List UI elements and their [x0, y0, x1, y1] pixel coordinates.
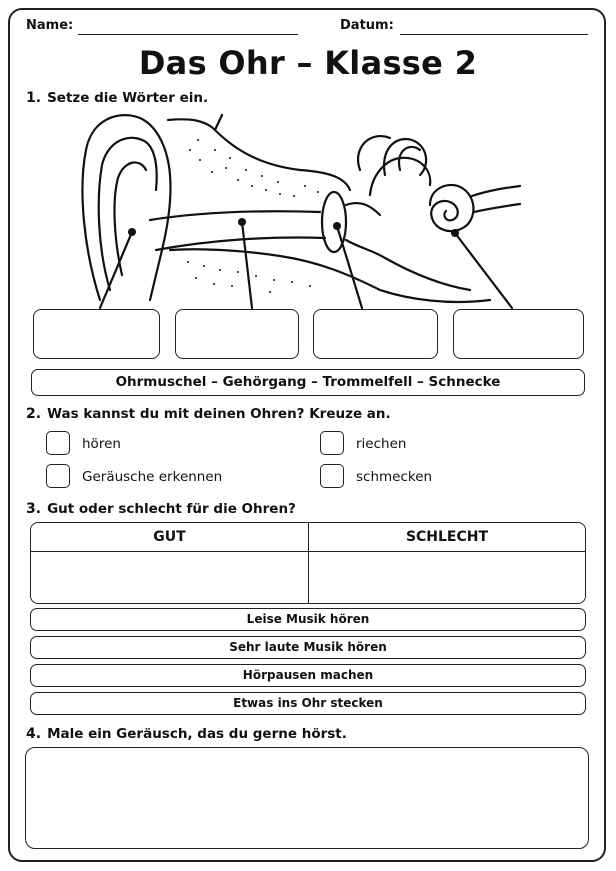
checkbox-hoeren[interactable] [46, 431, 70, 455]
drawing-area[interactable] [25, 747, 589, 849]
task4-prompt: Male ein Geräusch, das du gerne hörst. [47, 726, 347, 742]
table-divider-vertical [308, 523, 309, 603]
task1-prompt: Setze die Wörter ein. [47, 90, 209, 106]
answer-box-4[interactable] [453, 309, 584, 359]
checkbox-geraeusche[interactable] [46, 464, 70, 488]
sort-item-2[interactable]: Sehr laute Musik hören [30, 636, 586, 659]
page-title: Das Ohr – Klasse 2 [138, 44, 478, 82]
task4-heading [26, 726, 347, 742]
task2-prompt: Was kannst du mit deinen Ohren? Kreuze an. [47, 406, 391, 422]
option-label-riechen: riechen [356, 436, 407, 452]
task1-number: 1. [26, 90, 42, 106]
checkbox-riechen[interactable] [320, 431, 344, 455]
ear-anatomy-diagram-icon [0, 0, 616, 320]
name-label: Name: [26, 18, 74, 33]
option-label-schmecken: schmecken [356, 469, 433, 485]
sort-item-4[interactable]: Etwas ins Ohr stecken [30, 692, 586, 715]
checkbox-schmecken[interactable] [320, 464, 344, 488]
answer-box-3[interactable] [313, 309, 438, 359]
task3-prompt: Gut oder schlecht für die Ohren? [47, 501, 296, 517]
option-label-hoeren: hören [82, 436, 121, 452]
answer-box-1[interactable] [33, 309, 160, 359]
task2-heading [26, 406, 391, 422]
task3-number: 3. [26, 501, 42, 517]
sort-item-3[interactable]: Hörpausen machen [30, 664, 586, 687]
task2-number: 2. [26, 406, 42, 422]
column-bad-header: SCHLECHT [405, 529, 489, 545]
column-good-header: GUT [153, 529, 186, 545]
task4-number: 4. [26, 726, 42, 742]
answer-box-2[interactable] [175, 309, 299, 359]
sort-table [30, 522, 586, 604]
sort-item-1[interactable]: Leise Musik hören [30, 608, 586, 631]
date-label: Datum: [340, 18, 394, 33]
option-label-geraeusche: Geräusche erkennen [82, 469, 223, 485]
word-bank: Ohrmuschel – Gehörgang – Trommelfell – Schnecke [31, 369, 585, 396]
task3-heading [26, 501, 296, 517]
